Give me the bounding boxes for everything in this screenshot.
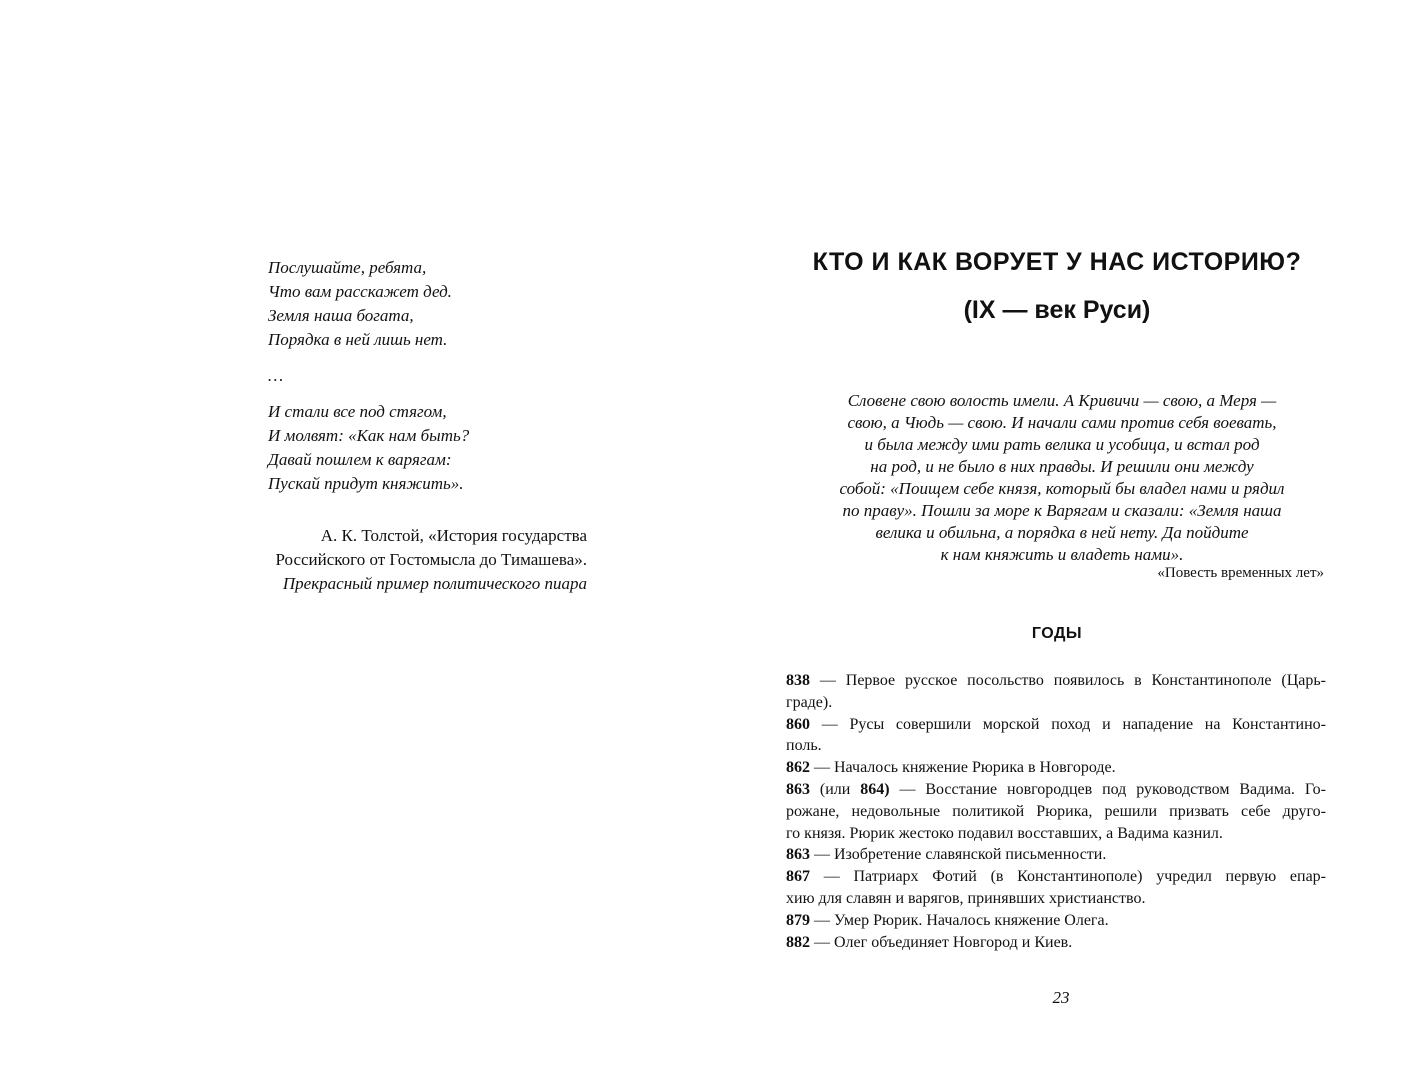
poem-line: Земля наша богата,: [268, 306, 414, 325]
chronicle-epigraph: [792, 390, 1332, 566]
epigraph-line: к нам княжить и владеть нами».: [940, 545, 1184, 564]
epigraph-line: на род, и не было в них правды. И решили они между: [870, 457, 1254, 476]
entry-text: — Русы совершили морской поход и нападение на Константино-: [810, 715, 1326, 733]
entry-year: 863: [786, 846, 810, 864]
epigraph-line: Словене свою волость имели. А Кривичи — свою, а Меря —: [847, 391, 1277, 410]
chronology-entry-862: [786, 757, 1326, 779]
epigraph-line: и была между ими рать велика и усобица, и встал род: [864, 435, 1260, 454]
entry-text: — Умер Рюрик. Началось княжение Олега.: [810, 911, 1109, 929]
chronology-entry-838-cont: граде).: [786, 693, 833, 711]
entry-text: — Первое русское посольство появилось в Константинополе (Царь-: [810, 672, 1326, 689]
entry-text: — Началось княжение Рюрика в Новгороде.: [810, 759, 1116, 777]
page-number: 23: [1052, 988, 1070, 1007]
poem-epigraph: [268, 256, 469, 496]
chronology-entry-863-uprising-cont: го князя. Рюрик жестоко подавил восставших, а Вадима казнил.: [786, 824, 1223, 842]
chronology-entry-882: [786, 932, 1326, 954]
epigraph-line: по праву». Пошли за море к Варягам и сказали: «Земля наша: [842, 501, 1282, 520]
chronology-entry-863-writing: [786, 844, 1326, 866]
entry-year: 862: [786, 759, 810, 777]
attribution-line: А. К. Толстой, «История государства: [320, 526, 587, 545]
epigraph-line: собой: «Поищем себе князя, который бы владел нами и рядил: [839, 479, 1285, 498]
entry-text: — Патриарх Фотий (в Константинополе) учредил первую епар-: [810, 868, 1326, 886]
chronology-entry-838: [786, 670, 1326, 692]
right-page: [712, 0, 1424, 1080]
attribution-comment: Прекрасный пример политического пиара: [282, 574, 587, 593]
epigraph-source: «Повесть временных лет»: [1157, 565, 1324, 581]
chronology-entry-867: [786, 866, 1326, 888]
chronology-list: [786, 670, 1326, 953]
entry-alt-open: (или: [810, 780, 861, 798]
epigraph-line: свою, а Чюдь — свою. И начали сами против себя воевать,: [847, 413, 1277, 432]
chapter-title: КТО И КАК ВОРУЕТ У НАС ИСТОРИЮ?: [812, 248, 1302, 276]
poem-line: Пускай придут княжить».: [268, 474, 464, 493]
poem-line: Что вам расскажет дед.: [268, 282, 452, 301]
section-heading: ГОДЫ: [1031, 625, 1083, 642]
entry-year: 838: [786, 672, 810, 689]
entry-alt-year: 864): [860, 780, 890, 798]
poem-line: И молвят: «Как нам быть?: [268, 426, 470, 445]
poem-line: И стали все под стягом,: [268, 402, 447, 421]
entry-year: 867: [786, 868, 810, 886]
chronology-entry-863-uprising-cont: рожане, недовольные политикой Рюрика, решили призвать себе друго-: [786, 802, 1326, 820]
entry-year: 863: [786, 780, 810, 798]
chronology-entry-860-cont: поль.: [786, 737, 822, 755]
attribution-line: Российского от Гостомысла до Тимашева».: [275, 550, 587, 569]
chronology-entry-879: [786, 910, 1326, 932]
entry-text: — Изобретение славянской письменности.: [810, 846, 1107, 864]
poem-line: Порядка в ней лишь нет.: [268, 330, 448, 349]
poem-ellipsis: …: [268, 366, 284, 385]
entry-text: — Восстание новгородцев под руководством Вадима. Го-: [889, 780, 1326, 798]
entry-text: — Олег объединяет Новгород и Киев.: [810, 933, 1073, 951]
poem-line: Послушайте, ребята,: [268, 258, 427, 277]
poem-line: Давай пошлем к варягам:: [268, 450, 452, 469]
entry-year: 860: [786, 715, 810, 733]
entry-year: 882: [786, 933, 810, 951]
chronology-entry-860: [786, 714, 1326, 736]
chapter-subtitle: (IX — век Руси): [963, 296, 1151, 324]
poem-attribution: [275, 524, 587, 596]
chronology-entry-867-cont: хию для славян и варягов, принявших христианство.: [786, 889, 1146, 907]
entry-year: 879: [786, 911, 810, 929]
epigraph-line: велика и обильна, а порядка в ней нету. Да пойдите: [875, 523, 1249, 542]
chronology-entry-863-uprising: [786, 779, 1326, 801]
